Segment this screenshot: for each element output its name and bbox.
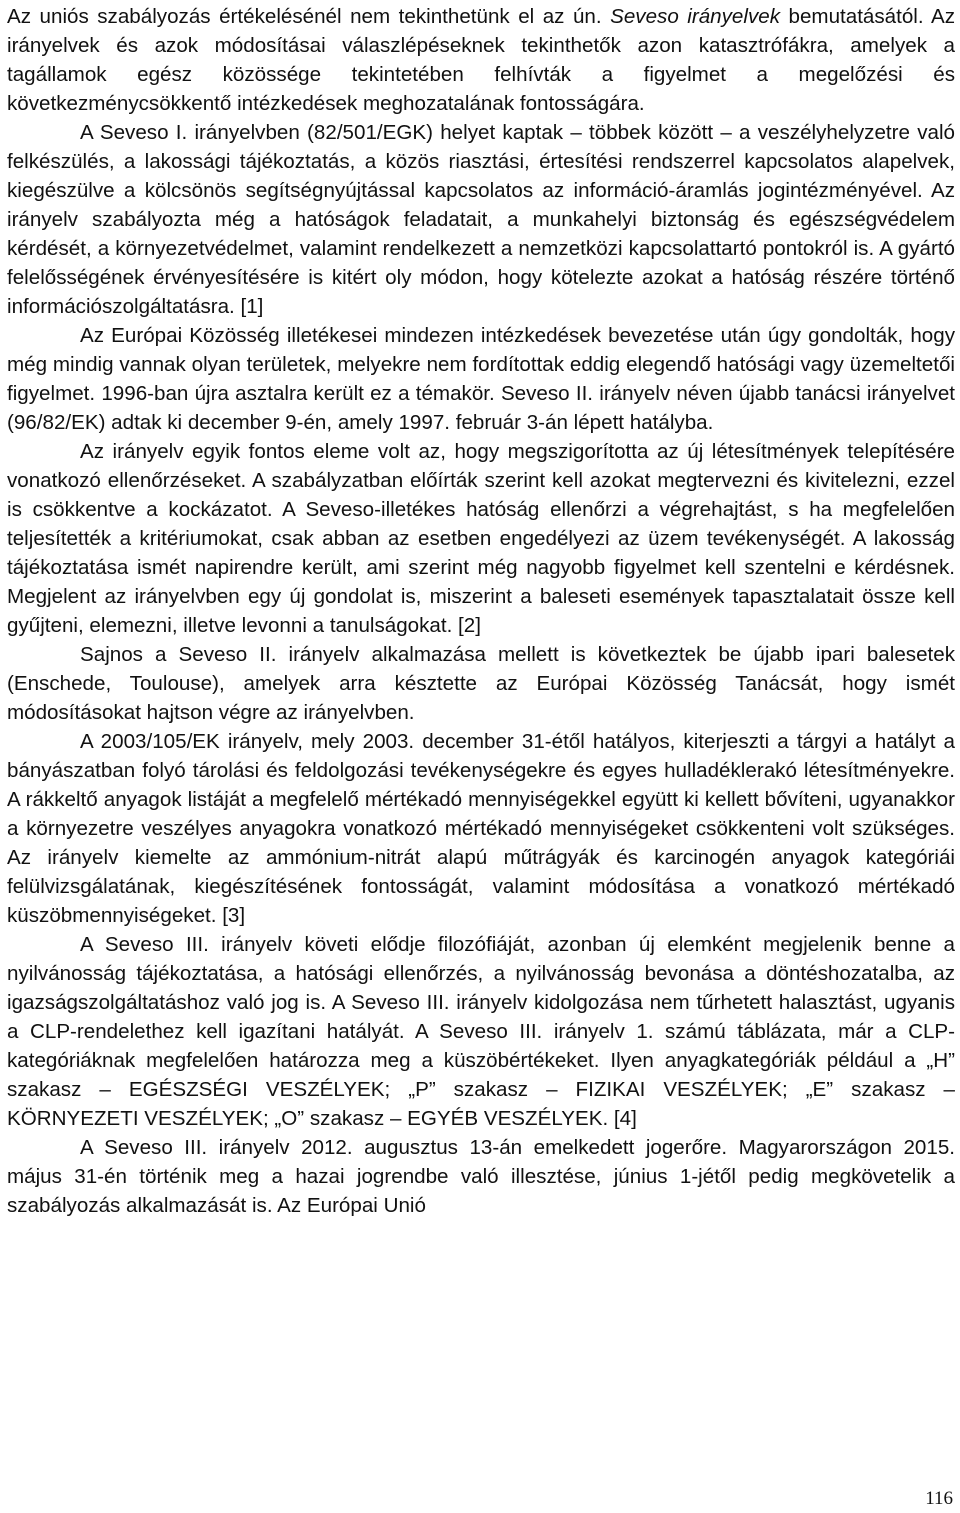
paragraph-seveso-ii-elements: Az irányelv egyik fontos eleme volt az, hogy megszigorította az új létesítmények telepítésére vonatkozó ellenőrzéseket. A szabályzatban előírták szerint kell azokat megtervezni és kivitelezni, ezzel is csökkentve a kockázatot. A Seveso-illetékes hatóság ellenőrzi a végrehajtást, s ha megfelelően teljesítették a kritériumokat, csak abban az esetben engedélyezi az üzem tevékenységét. A lakosság tájékoztatása ismét napirendre került, ami szerint még nagyobb figyelmet kell szentelni e kérdésnek. Megjelent az irányelvben egy új gondolat is, miszerint a baleseti események tapasztalatait össze kell gyűjteni, elemezni, illetve levonni a tanulságokat. [2] bbox=[7, 440, 955, 637]
paragraph-seveso-iii: A Seveso III. irányelv követi elődje filozófiáját, azonban új elemként megjelenik benne a nyilvánosság tájékoztatása, a hatósági ellenőrzés, a nyilvánosság bevonása a döntéshozatalba, az igazságszolgáltatáshoz való jog is. A Seveso III. irányelv kidolgozása nem tűrhetett halasztást, ugyanis a CLP-rendelethez kell igazítani hatályát. A Seveso III. irányelv 1. számú táblázata, már a CLP-kategóriáknak megfelelően határozza meg a küszöbértékeket. Ilyen anyagkategóriák például a „H” szakasz – EGÉSZSÉGI VESZÉLYEK; „P” szakasz – FIZIKAI VESZÉLYEK; „E” szakasz – KÖRNYEZETI VESZÉLYEK; „O” szakasz – EGYÉB VESZÉLYEK. [4] bbox=[7, 933, 955, 1130]
italic-term-seveso-directives: Seveso irányelvek bbox=[610, 5, 781, 28]
paragraph-seveso-ii-intro: Az Európai Közösség illetékesei mindezen intézkedések bevezetése után úgy gondolták, hogy még mindig vannak olyan területek, melyekre nem fordítottak eddig elegendő hatósági vagy üzemeltetői figyelmet. 1996-ban újra asztalra került ez a témakör. Seveso II. irányelv néven újabb tanácsi irányelvet (96/82/EK) adtak ki december 9-én, amely 1997. február 3-án lépett hatályba. bbox=[7, 324, 955, 434]
paragraph-2003-105-ek: A 2003/105/EK irányelv, mely 2003. december 31-étől hatályos, kiterjeszti a tárgyi a hatályt a bányászatban folyó tárolási és feldolgozási tevékenységekre és egyes hulladéklerakó létesítményekre. A rákkeltő anyagok listáját a megfelelő mértékadó mennyiségekkel együtt ki kellett bővíteni, ugyanakkor a környezetre veszélyes anyagokra vonatkozó mértékadó mennyiségeket csökkenteni volt szükséges. Az irányelv kiemelte az ammónium-nitrát alapú műtrágyák és karcinogén anyagok kategóriái felülvizsgálatának, kiegészítésének fontosságát, valamint módosítása a vonatkozó mértékadó küszöbmennyiségeket. [3] bbox=[7, 730, 955, 927]
paragraph-seveso-intro bbox=[7, 2, 955, 118]
paragraph-seveso-ii-accidents: Sajnos a Seveso II. irányelv alkalmazása mellett is következtek be újabb ipari balesetek (Enschede, Toulouse), amelyek arra késztette az Európai Közösség Tanácsát, hogy ismét módosításokat hajtson végre az irányelvben. bbox=[7, 643, 955, 724]
paragraph-lead-text: Az uniós szabályozás értékelésénél nem tekinthetünk el az ún. bbox=[7, 5, 611, 28]
paragraph-seveso-iii-enforcement: A Seveso III. irányelv 2012. augusztus 13-án emelkedett jogerőre. Magyarországon 2015. május 31-én történik meg a hazai jogrendbe való illesztése, június 1-jétől pedig megkövetelik a szabályozás alkalmazását is. Az Európai Unió bbox=[7, 1136, 955, 1217]
document-body bbox=[7, 2, 955, 1220]
paragraph-rest-text: bemutatásától. Az irányelvek és azok módosításai válaszlépéseknek tekinthetők azon katasztrófákra, amelyek a tagállamok egész közössége tekintetében felhívták a figyelmet a megelőzési és következménycsökkentő intézkedések meghozatalának fontosságára. bbox=[7, 5, 955, 115]
page-number: 116 bbox=[925, 1488, 953, 1509]
paragraph-seveso-i: A Seveso I. irányelvben (82/501/EGK) helyet kaptak – többek között – a veszélyhelyzetre való felkészülés, a lakossági tájékoztatás, a közös riasztási, értesítési rendszerrel kapcsolatos alapelvek, kiegészülve a kölcsönös segítségnyújtással kapcsolatos az információ-áramlás jogintézményével. Az irányelv szabályozta még a hatóságok feladatait, a munkahelyi biztonság és egészségvédelem kérdését, a környezetvédelmet, valamint rendelkezett a nemzetközi kapcsolattartó pontokról is. A gyártó felelősségének érvényesítésére is kitért oly módon, hogy kötelezte azokat a hatóság részére történő információszolgáltatásra. [1] bbox=[7, 121, 955, 318]
